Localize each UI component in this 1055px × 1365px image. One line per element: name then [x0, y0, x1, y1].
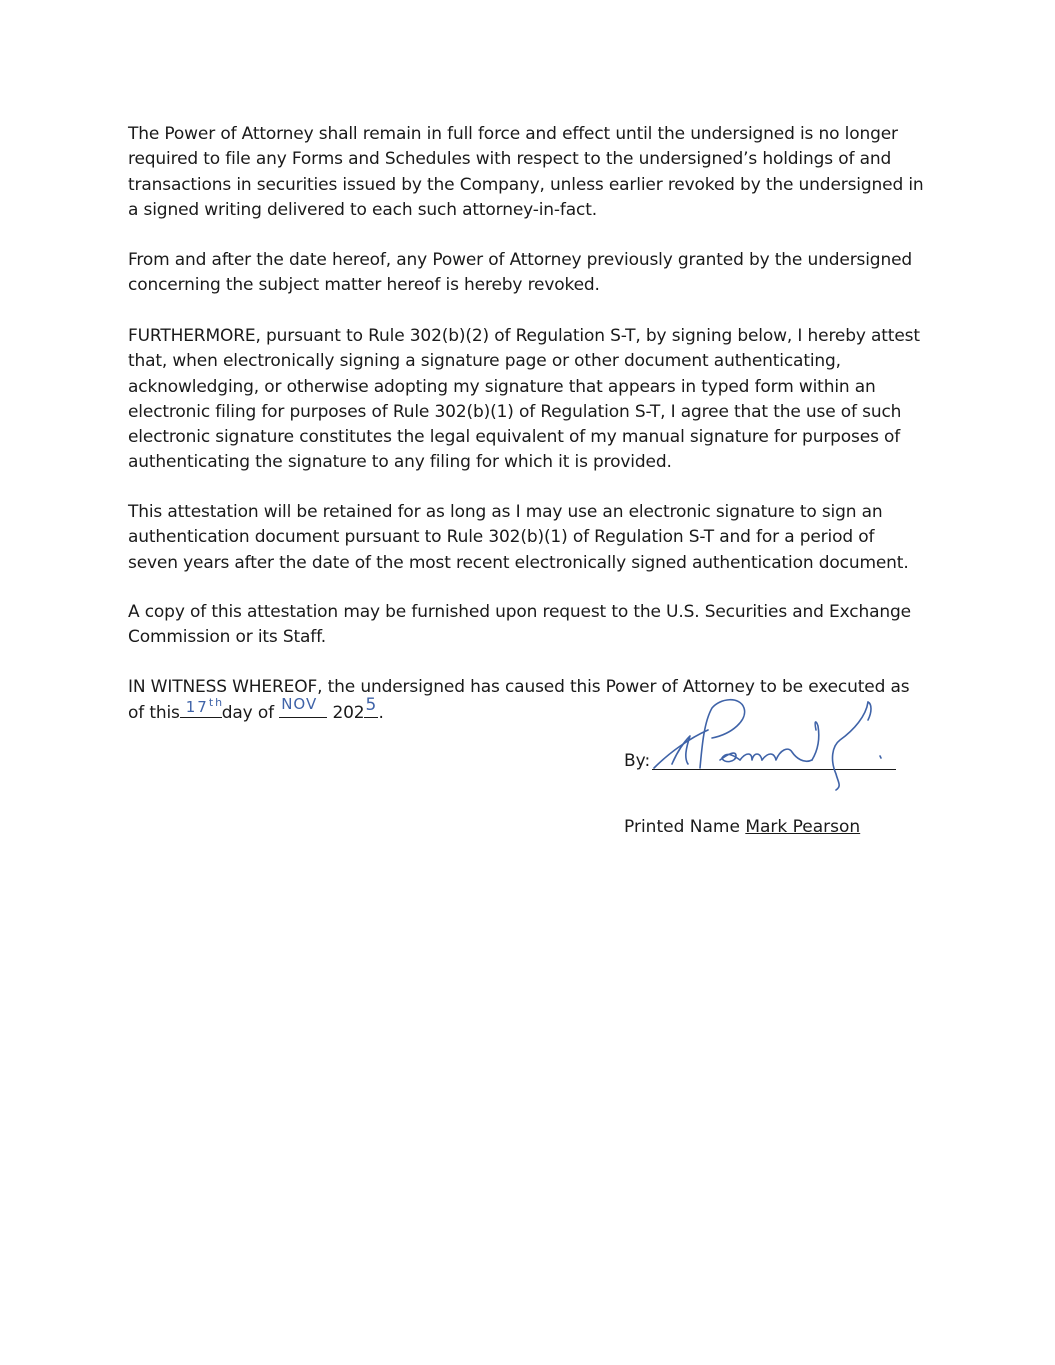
handwritten-signature [640, 690, 900, 795]
paragraph-retention: This attestation will be retained for as long as I may use an electronic signature to sign an authentication document pursuant to Rule 302(b)(1) of Regulation S-T and for a period of seven years after the date of the most recent electronically signed authentication document. [128, 502, 909, 573]
by-label: By: [624, 751, 651, 771]
witness-text: IN WITNESS WHEREOF, the undersigned has caused this Power of Attorney to be executed as [128, 677, 910, 697]
printed-name-value: Mark Pearson [745, 817, 861, 837]
paragraph-copy: A copy of this attestation may be furnished upon request to the U.S. Securities and Exchange Commission or its Staff. [128, 602, 911, 648]
printed-name-row [624, 817, 860, 837]
paragraph-revocation: From and after the date hereof, any Power of Attorney previously granted by the undersigned concerning the subject matter hereof is hereby revoked. [128, 250, 913, 296]
of-this-label: of this [128, 703, 180, 724]
paragraph-duration: The Power of Attorney shall remain in full force and effect until the undersigned is no longer required to file any Forms and Schedules with respect to the undersigned’s holdings of and transactions in securities issued by the Company, unless earlier revoked by the undersigned in a signed writing delivered to each such attorney-in-fact. [128, 124, 924, 220]
day-of-label: day of [221, 703, 274, 724]
paragraph-attestation: FURTHERMORE, pursuant to Rule 302(b)(2) of Regulation S-T, by signing below, I hereby attest that, when electronically signing a signature page or other document authenticating, acknowledging, or otherwise adopting my signature that appears in typed form within an electronic filing for purposes of Rule 302(b)(1) of Regulation S-T, I agree that the use of such electronic signature constitutes the legal equivalent of my manual signature for purposes of authenticating the signature to any filing for which it is provided. [128, 326, 920, 473]
printed-name-label: Printed Name [624, 817, 740, 837]
period: . [378, 703, 384, 724]
year-prefix: 202 [332, 703, 365, 724]
year-blank [364, 695, 378, 718]
handwritten-year-digit: 5 [365, 695, 377, 716]
month-blank [279, 695, 327, 718]
handwritten-month: NOV [281, 695, 318, 714]
day-blank [180, 696, 225, 718]
handwritten-day: 17th [185, 696, 225, 717]
